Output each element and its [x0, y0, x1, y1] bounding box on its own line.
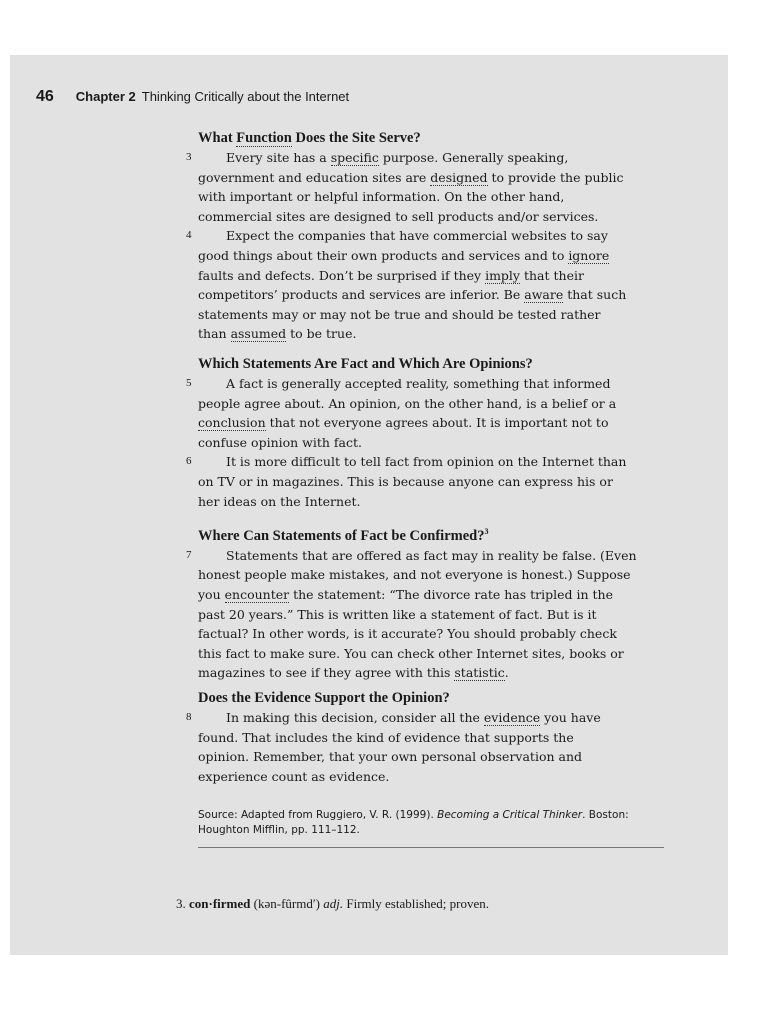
book-title: Becoming a Critical Thinker [437, 809, 583, 821]
section-function [186, 129, 666, 344]
section-confirmed [186, 522, 666, 683]
source-citation: Source: Adapted from Ruggiero, V. R. (1999). Becoming a Critical Thinker. Boston: Houghton Mifflin, pp. 111–112. [198, 809, 629, 836]
chapter-label: Chapter 2 [75, 89, 136, 104]
section-heading: Where Can Statements of Fact be Confirmed?$^3$ [198, 527, 489, 544]
section-evidence [186, 689, 666, 786]
section-fact-opinion [186, 355, 666, 511]
footnote: 3. con·firmed (kən-fûrmd′) adj. Firmly established; proven. [176, 896, 490, 911]
section-heading: What Function Does the Site Serve? [198, 130, 421, 146]
running-head [36, 88, 349, 106]
section-heading: Which Statements Are Fact and Which Are Opinions? [198, 356, 533, 372]
paragraph-number: 5 [186, 377, 192, 389]
paragraph-number: 3 [186, 151, 192, 163]
chapter-title: Thinking Critically about the Internet [141, 89, 350, 104]
paragraph-5: 5 A fact is generally accepted reality, something that informed people agree about. An opinion, on the other hand, is a belief or a conclusion that not everyone agrees about. It is important not to confuse opinion with fact. [186, 376, 617, 450]
paragraph-4: 4 Expect the companies that have commercial websites to say good things about their own products and services and to ignore faults and defects. Don’t be surprised if they imply that their competitors’ products and services are inferior. Be aware that such statements may or may not be true and should be tested rather than assumed to be true. [186, 228, 627, 342]
paragraph-8: 8 In making this decision, consider all the evidence you have found. That includes the kind of evidence that supports the opinion. Remember, that your own personal observation and experience count as evidence. [186, 710, 601, 784]
paragraph-3: 3 Every site has a specific purpose. Generally speaking, government and education sites are designed to provide the public with important or helpful information. On the other hand, commercial sites are designed to sell products and/or services. [186, 150, 624, 224]
paragraph-number: 6 [186, 455, 192, 468]
footnote-term: con·firmed [189, 896, 251, 911]
paragraph-number: 4 [186, 229, 192, 242]
paragraph-7: 7 Statements that are offered as fact may in reality be false. (Even honest people make mistakes, and not everyone is honest.) Suppose you encounter the statement: “The divorce rate has tripled in the past 20 years.” This is written like a statement of fact. But is it factual? In other words, is it accurate? You should probably check this fact to make sure. You can check other Internet sites, books or magazines to see if they agree with this statistic. [186, 547, 637, 681]
footnote-marker: 3 [484, 527, 489, 536]
paragraph-number: 8 [186, 711, 192, 723]
section-heading: Does the Evidence Support the Opinion? [198, 690, 450, 706]
paragraph-6: 6 It is more difficult to tell fact from opinion on the Internet than on TV or in magazines. This is because anyone can express his or her ideas on the Internet. [186, 454, 627, 509]
footnote-divider [198, 847, 664, 848]
page-number: 46 [36, 88, 54, 105]
paragraph-number: 7 [186, 548, 192, 561]
